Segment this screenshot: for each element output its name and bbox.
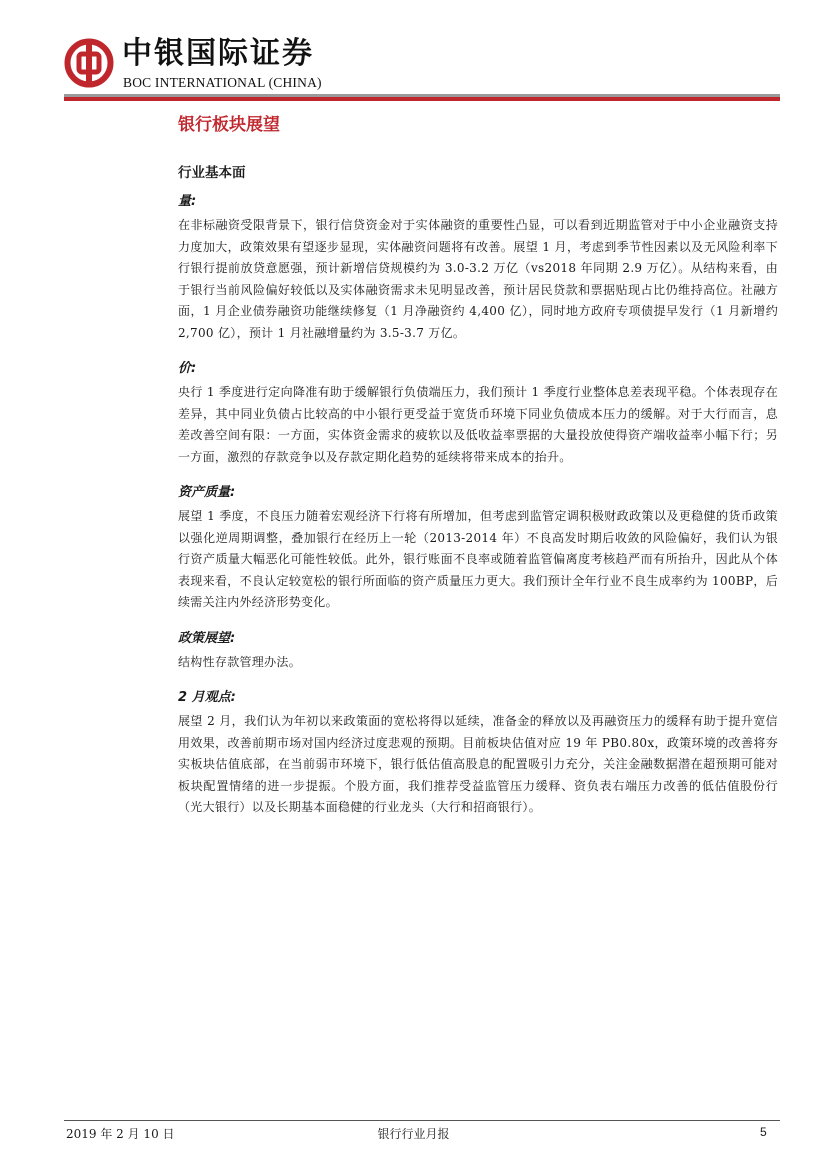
block-text-volume: 在非标融资受限背景下，银行信贷资金对于实体融资的重要性凸显，可以看到近期监管对于中小企业融资支持力度加大，政策效果有望逐步显现，实体融资问题将有改善。展望 1 月，考虑到季节性因素以及无风险利率下行银行提前放贷意愿强，预计新增信贷规模约为 3.0-3.2 万亿（vs2018 年同期 2.9 万亿）。从结构来看，由于银行当前风险偏好较低以及实体融资需求未见明显改善，预计居民贷款和票据贴现占比仍维持高位。社融方面，1 月企业债券融资功能继续修复（1 月净融资约 4,400 亿），同时地方政府专项债提早发行（1 月新增约 2,700 亿），预计 1 月社融增量约为 3.5-3.7 万亿。 <box>178 218 778 340</box>
section-title: 银行板块展望 <box>178 115 280 135</box>
block-text-february-view: 展望 2 月，我们认为年初以来政策面的宽松将得以延续，准备金的释放以及再融资压力的缓释有助于提升宽信用效果，改善前期市场对国内经济过度悲观的预期。目前板块估值对应 19 年 PB0.80x，政策环境的改善将夯实板块估值底部，在当前弱市环境下，银行低估值高股息的配置吸引力充分，关注金融数据潜在超预期可能对板块配置情绪的进一步提振。个股方面，我们推荐受益监管压力缓释、资负表右端压力改善的低估值股份行（光大银行）以及长期基本面稳健的行业龙头（大行和招商银行）。 <box>178 714 778 814</box>
footer-report-title: 银行行业月报 <box>377 1127 450 1141</box>
subsection-title: 行业基本面 <box>178 165 246 181</box>
header-divider-red <box>64 97 780 101</box>
block-heading-price: 价: <box>178 361 197 376</box>
boc-logo-icon <box>64 38 114 88</box>
brand-name-en: BOC INTERNATIONAL (CHINA) <box>123 75 322 90</box>
block-heading-asset-quality: 资产质量: <box>178 485 236 500</box>
footer-date: 2019 年 2 月 10 日 <box>66 1127 175 1141</box>
brand-name-cn: 中银国际证券 <box>122 36 314 71</box>
report-body <box>178 112 778 819</box>
block-text-policy: 结构性存款管理办法。 <box>178 654 302 669</box>
block-text-price: 央行 1 季度进行定向降准有助于缓解银行负债端压力，我们预计 1 季度行业整体息差表现平稳。个体表现存在差异，其中同业负债占比较高的中小银行更受益于宽货币环境下同业负债成本压力的缓解。对于大行而言，息差改善空间有限：一方面，实体资金需求的疲软以及低收益率票据的大量投放使得资产端收益率小幅下行；另一方面，激烈的存款竞争以及存款定期化趋势的延续将带来成本的抬升。 <box>178 385 778 464</box>
block-heading-february-view: 2 月观点: <box>178 690 236 705</box>
page-header <box>64 38 780 100</box>
block-heading-policy: 政策展望: <box>178 630 236 646</box>
block-text-asset-quality: 展望 1 季度，不良压力随着宏观经济下行将有所增加，但考虑到监管定调积极财政政策以及更稳健的货币政策以强化逆周期调整，叠加银行在经历上一轮（2013-2014 年）不良高发时期后收敛的风险偏好，我们认为银行资产质量大幅恶化可能性较低。此外，银行账面不良率或随着监管偏离度考核趋严而有所抬升，因此从个体表现来看，不良认定较宽松的银行所面临的资产质量压力更大。我们预计全年行业不良生成率约为 100BP，后续需关注内外经济形势变化。 <box>178 509 778 609</box>
block-heading-volume: 量: <box>178 194 197 209</box>
footer-divider <box>64 1120 780 1121</box>
page-number: 5 <box>760 1125 767 1139</box>
